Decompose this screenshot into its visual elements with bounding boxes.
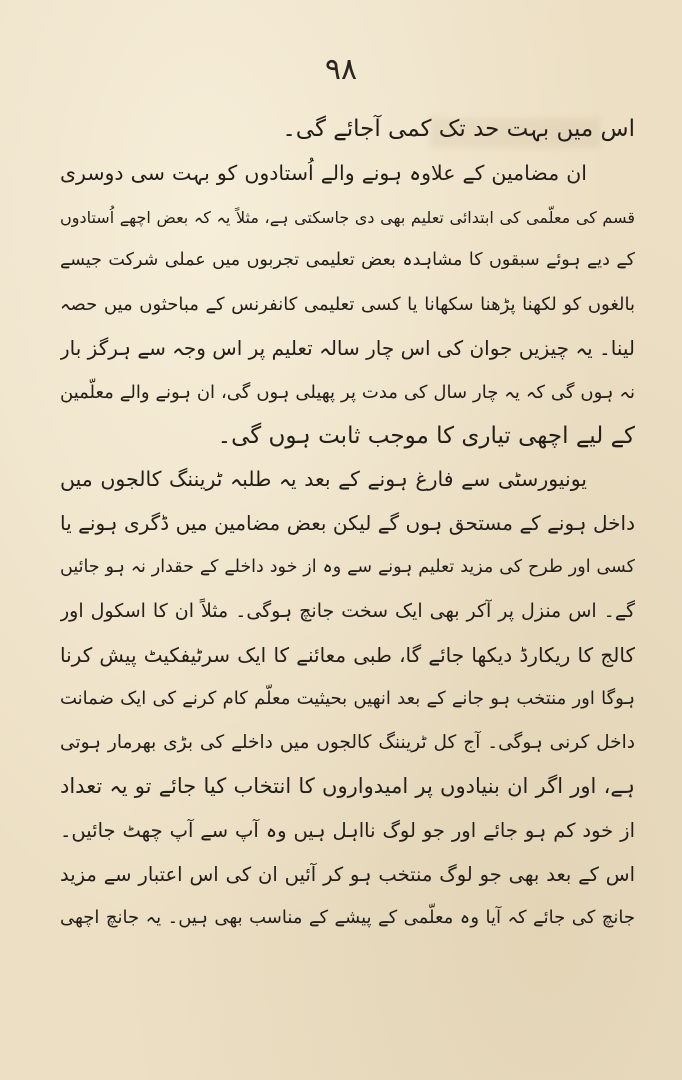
text-line: کے لیے اچھی تیاری کا موجب ثابت ہوں گی۔ (217, 422, 635, 449)
text-line: گے۔ اس منزل پر آکر بھی ایک سخت جانچ ہوگی۔ مثلاً ان کا اسکول اور (60, 599, 635, 622)
text-line: داخل کرنی ہوگی۔ آج کل ٹریننگ کالجوں میں داخلے کی بڑی بھرمار ہوتی (60, 732, 635, 754)
text-line: داخل ہونے کے مستحق ہوں گے لیکن بعض مضامین میں ڈگری ہونے یا (60, 511, 635, 536)
text-line: از خود کم ہو جائے اور جو لوگ نااہل ہیں وہ آپ سے آپ چھٹ جائیں۔ (60, 818, 635, 842)
text-line: ان مضامین کے علاوہ ہونے والے اُستادوں کو بہت سی دوسری (60, 160, 587, 185)
text-line: اس میں بہت حد تک کمی آجائے گی۔ (282, 116, 635, 142)
text-line: یونیورسٹی سے فارغ ہونے کے بعد یہ طلبہ ٹریننگ کالجوں میں (60, 467, 587, 492)
text-line: نہ ہوں گی کہ یہ چار سال کی مدت پر پھیلی ہوں گی، ان ہونے والے معلّمین (60, 381, 635, 403)
page-number: ۹۸ (324, 52, 358, 87)
text-line: اس کے بعد بھی جو لوگ منتخب ہو کر آئیں ان کی اس اعتبار سے مزید (60, 862, 635, 886)
text-line: ہوگا اور منتخب ہو جانے کے بعد انھیں بحیثیت معلّم کام کرنے کی ایک ضمانت (60, 688, 635, 710)
body-text (60, 108, 635, 940)
text-line: لینا۔ یہ چیزیں جوان کی اس چار سالہ تعلیم پر اس وجہ سے ہرگز بار (60, 335, 635, 360)
text-line: جانچ کی جائے کہ آیا وہ معلّمی کے پیشے کے مناسب بھی ہیں۔ یہ جانچ اچھی (60, 907, 635, 929)
text-line: کے دیے ہوئے سبقوں کا مشاہدہ بعض تعلیمی تجربوں میں عملی شرکت جیسے (60, 250, 635, 271)
text-line: قسم کی معلّمی کی ابتدائی تعلیم بھی دی جاسکتی ہے، مثلاً یہ کہ بعض اچھے اُستادوں (60, 207, 635, 227)
text-line: بالغوں کو لکھنا پڑھنا سکھانا یا کسی تعلیمی کانفرنس کے مباحثوں میں حصہ (60, 294, 635, 316)
text-line: کسی اور طرح کی مزید تعلیم ہونے سے وہ از خود داخلے کے حقدار نہ ہو جائیں (60, 556, 635, 577)
text-line: ہے، اور اگر ان بنیادوں پر امیدواروں کا انتخاب کیا جائے تو یہ تعداد (60, 773, 635, 798)
text-line: کالج کا ریکارڈ دیکھا جائے گا، طبی معائنے کا ایک سرٹیفکیٹ پیش کرنا (60, 642, 635, 667)
